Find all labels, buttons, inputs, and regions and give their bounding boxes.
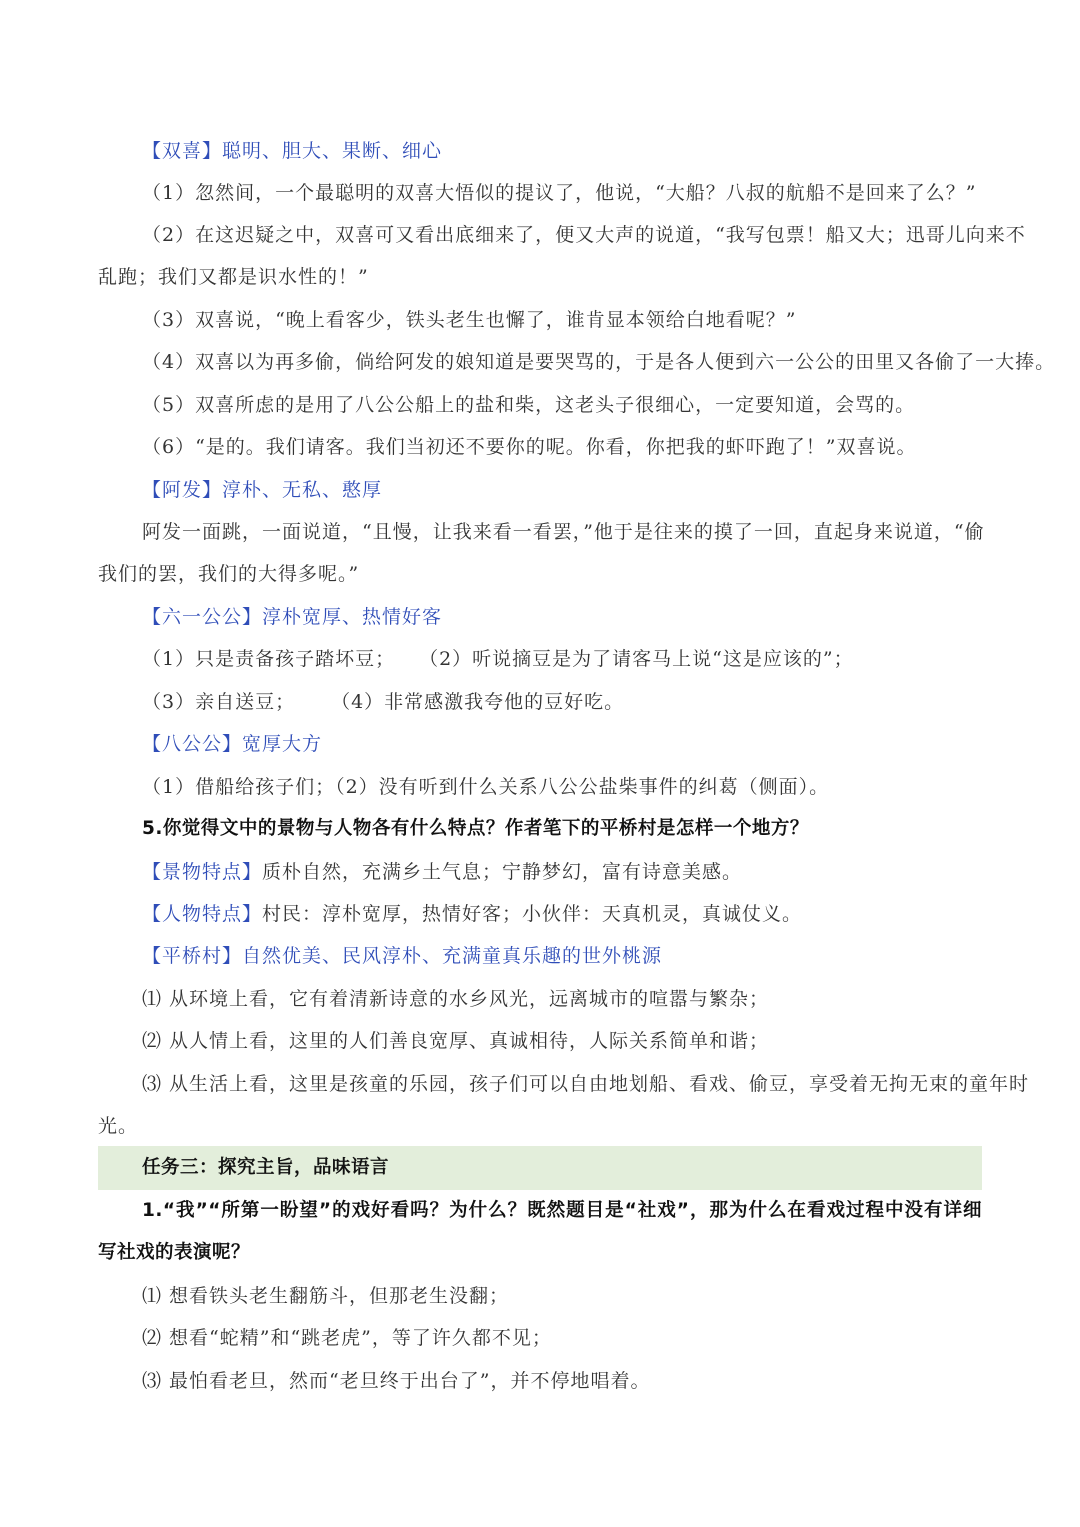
people-line [142,900,982,928]
task3-answer-2: ⑵ 想看“蛇精”和“跳老虎”，等了许久都不见； [142,1327,552,1349]
bagong-trait: 宽厚大方 [242,733,323,755]
afa-heading [142,476,982,504]
shuangxi-item-2: （2）在这迟疑之中，双喜可又看出底细来了，便又大声的说道，“我写包票！船又大；迅哥儿向来不 [142,224,1026,246]
task3-heading: 任务三：探究主旨，品味语言 [142,1157,390,1178]
liuyi-trait: 淳朴宽厚、热情好客 [262,606,443,628]
bagong-heading [142,730,982,758]
village-line [142,942,982,970]
people-text: 村民：淳朴宽厚，热情好客；小伙伴：天真机灵，真诚仗义。 [262,903,803,925]
shuangxi-item-2-cont: 乱跑；我们又都是识水性的！” [98,266,369,288]
shuangxi-tag: 【双喜】 [142,140,223,162]
liuyi-item-2: （2）听说摘豆是为了请客马上说“这是应该的”； [419,648,854,670]
bagong-items: （1）借船给孩子们；（2）没有听到什么关系八公公盐柴事件的纠葛（侧面）。 [142,776,830,798]
afa-quote-line1: 阿发一面跳，一面说道，“且慢，让我来看一看罢，”他于是往来的摸了一回，直起身来说道，“偷 [142,521,985,543]
afa-trait: 淳朴、无私、憨厚 [222,479,383,501]
village-point-2: ⑵ 从人情上看，这里的人们善良宽厚、真诚相待，人际关系简单和谐； [142,1030,770,1052]
task3-question-1-line1: 1.“我”“所第一盼望”的戏好看吗？为什么？既然题目是“社戏”，那为什么在看戏过程中没有详细 [142,1200,982,1221]
scenery-text: 质朴自然，充满乡土气息；宁静梦幻，富有诗意美感。 [262,861,743,883]
village-point-3-cont: 光。 [98,1115,139,1137]
liuyi-row-2 [142,688,982,716]
shuangxi-item-6: （6）“是的。我们请客。我们当初还不要你的呢。你看，你把我的虾吓跑了！”双喜说。 [142,436,917,458]
task3-question-1-line2: 写社戏的表演呢？ [98,1242,251,1263]
scenery-tag: 【景物特点】 [142,861,263,883]
shuangxi-item-5: （5）双喜所虑的是用了八公公船上的盐和柴，这老头子很细心，一定要知道，会骂的。 [142,394,916,416]
afa-quote-line2: 我们的罢，我们的大得多呢。” [98,563,360,585]
liuyi-tag: 【六一公公】 [142,606,263,628]
task3-answer-3: ⑶ 最怕看老旦，然而“老旦终于出台了”，并不停地唱着。 [142,1370,651,1392]
liuyi-item-3: （3）亲自送豆； [142,691,296,713]
question-5: 5.你觉得文中的景物与人物各有什么特点？作者笔下的平桥村是怎样一个地方？ [142,818,809,839]
village-tag: 【平桥村】 [142,945,243,967]
shuangxi-heading [142,137,982,165]
shuangxi-item-1: （1）忽然间，一个最聪明的双喜大悟似的提议了，他说，“大船？八叔的航船不是回来了么？” [142,182,977,204]
liuyi-item-4: （4）非常感激我夸他的豆好吃。 [331,691,625,713]
people-tag: 【人物特点】 [142,903,263,925]
shuangxi-trait: 聪明、胆大、果断、细心 [222,140,443,162]
village-text: 自然优美、民风淳朴、充满童真乐趣的世外桃源 [242,945,663,967]
village-point-1: ⑴ 从环境上看，它有着清新诗意的水乡风光，远离城市的喧嚣与繁杂； [142,988,770,1010]
liuyi-heading [142,603,982,631]
afa-tag: 【阿发】 [142,479,223,501]
task3-answer-1: ⑴ 想看铁头老生翻筋斗，但那老生没翻； [142,1285,510,1307]
liuyi-row-1 [142,645,982,673]
bagong-tag: 【八公公】 [142,733,243,755]
liuyi-item-1: （1）只是责备孩子踏坏豆； [142,648,396,670]
village-point-3: ⑶ 从生活上看，这里是孩童的乐园，孩子们可以自由地划船、看戏、偷豆，享受着无拘无束的童年时 [142,1073,1030,1095]
shuangxi-item-4: （4）双喜以为再多偷，倘给阿发的娘知道是要哭骂的，于是各人便到六一公公的田里又各偷了一大捧。 [142,351,1056,373]
scenery-line [142,858,982,886]
shuangxi-item-3: （3）双喜说，“晚上看客少，铁头老生也懈了，谁肯显本领给白地看呢？” [142,309,797,331]
